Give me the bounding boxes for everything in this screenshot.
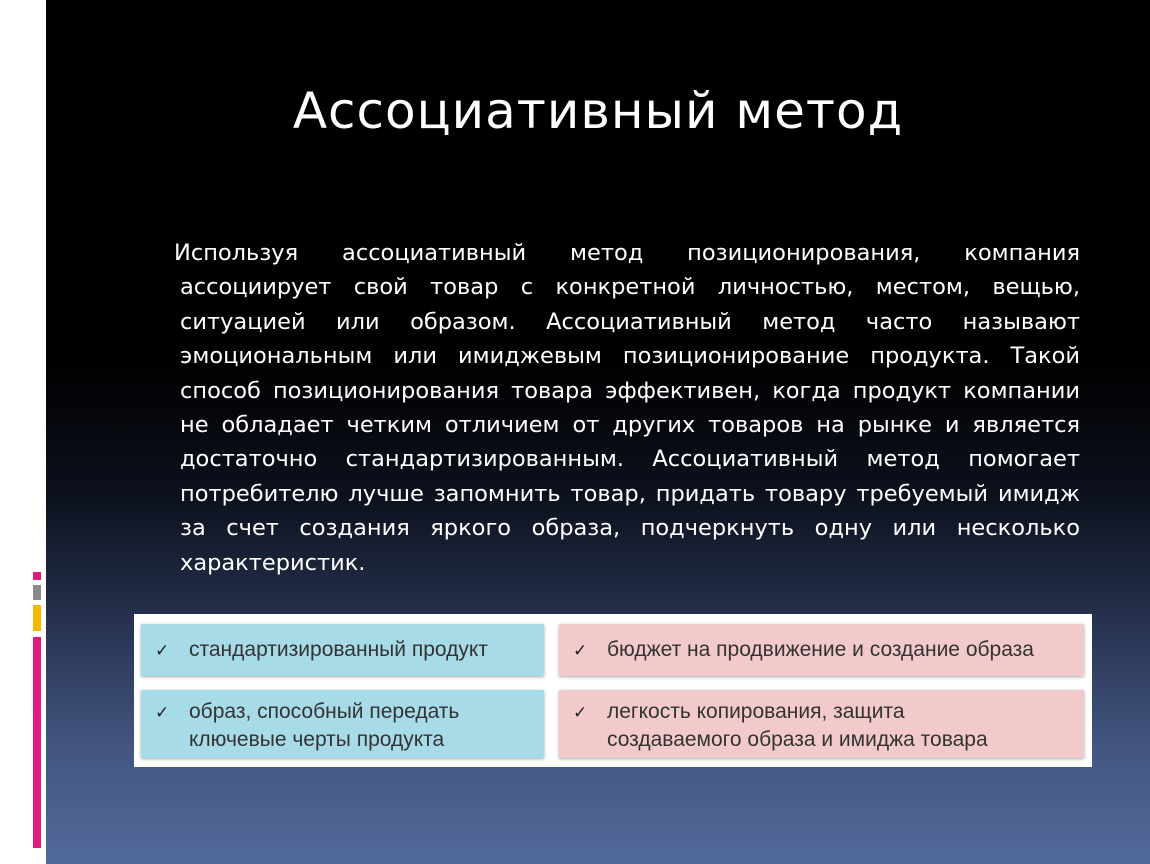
grid-cell-text: легкость копирования, защита [607, 700, 905, 723]
accent-strip-magenta-long [33, 637, 41, 848]
grid-cell-text: ключевые черты продукта [189, 728, 445, 751]
decorative-bar [39, 0, 43, 134]
grid-cell-right [559, 624, 1084, 676]
accent-strip-magenta [33, 572, 41, 580]
decorative-bar [29, 0, 36, 134]
comparison-grid [134, 614, 1092, 767]
check-icon: ✓ [573, 641, 588, 661]
slide-body-text: Используя ассоциативный метод позиционирования, компания ассоциирует свой товар с конкретной личностью, местом, вещью, ситуацией или образом. Ассоциативный метод часто называют эмоциональным или имиджевым позиционирование продукта. Такой способ позиционирования товара эффективен, когда продукт компании не обладает четким отличием от других товаров на рынке и является достаточно стандартизированным. Ассоциативный метод помогает потребителю лучше запомнить товар, придать товару требуемый имидж за счет создания яркого образа, подчеркнуть одну или несколько характеристик. [174, 240, 1080, 576]
check-icon: ✓ [155, 703, 170, 723]
grid-cell-right [559, 690, 1084, 758]
grid-cell-text: стандартизированный продукт [189, 638, 488, 661]
check-icon: ✓ [573, 703, 588, 723]
accent-strip-gray [33, 585, 41, 600]
grid-cell-left [141, 690, 544, 758]
grid-cell-text: образ, способный передать [189, 700, 460, 723]
grid-cell-left [141, 624, 544, 676]
grid-cell-text: создаваемого образа и имиджа товара [607, 728, 988, 751]
grid-cell-text: бюджет на продвижение и создание образа [607, 638, 1034, 661]
check-icon: ✓ [155, 641, 170, 661]
decorative-bars [17, 0, 46, 134]
accent-strip-yellow [33, 605, 41, 631]
slide-title: Ассоциативный метод [292, 82, 904, 140]
decorative-bar [17, 0, 26, 134]
